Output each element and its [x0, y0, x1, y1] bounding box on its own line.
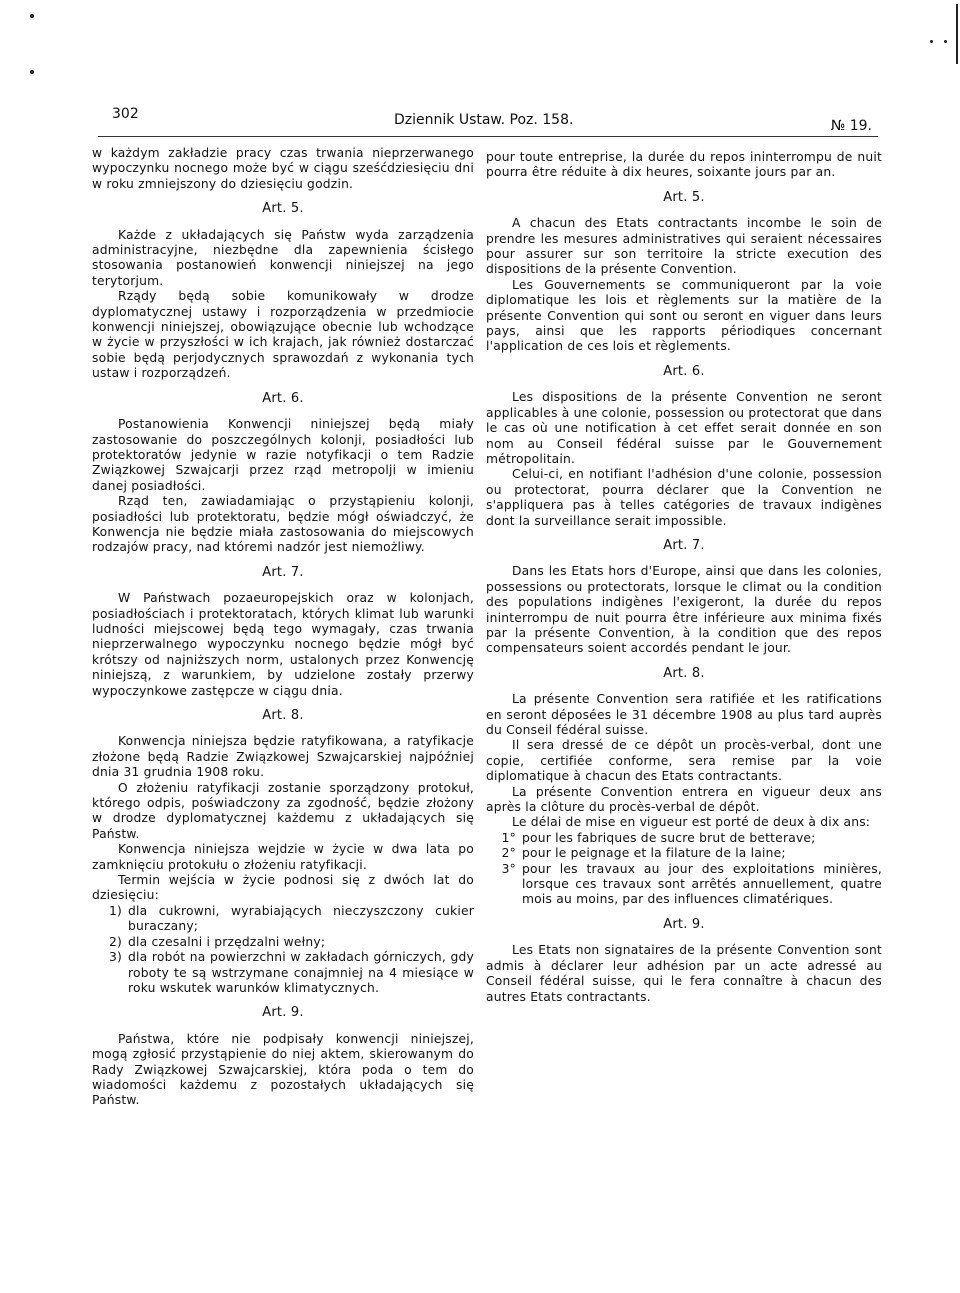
scan-speck — [30, 70, 34, 74]
paragraph: Państwa, które nie podpisały konwencji niniejszej, mogą zgłosić przystąpienie do niej aktem, skierowanym do Rady Związkowej Szwajcarskiej, która poda o tem do wiadomości każdemu z pozostałych układających się Państw. — [92, 1031, 474, 1108]
scan-speck — [930, 40, 933, 43]
paragraph: Każde z układających się Państw wyda zarządzenia administracyjne, niezbędne dla zapewnienia ścisłego stosowania postanowień konwencji niniejszej na jego terytorjum. — [92, 227, 474, 288]
paragraph: W Państwach pozaeuropejskich oraz w kolonjach, posiadłościach i protektoratach, których klimat lub warunki ludności miejscowej będą tego wymagały, czas trwania nieprzerwalnego wypoczynku nocnego będzie mógł być krótszy od najniższych norm, ustalonych przez Konwencję niniejszą, z warunkiem, by udzielone zostały przerwy wypoczynkowe zastępcze w ciągu dnia. — [92, 591, 474, 698]
article-heading: Art. 9. — [663, 916, 705, 932]
numbered-list — [486, 831, 882, 908]
list-number: 3° — [501, 861, 516, 876]
list-item — [486, 831, 882, 846]
list-text: pour les fabriques de sucre brut de betterave; — [522, 830, 816, 845]
list-text: pour le peignage et la filature de la laine; — [522, 846, 786, 861]
issue-number: № 19. — [830, 118, 872, 134]
article-heading: Art. 6. — [663, 363, 705, 379]
list-number: 2) — [108, 934, 122, 949]
paragraph: Les Etats non signataires de la présente Convention sont admis à déclarer leur adhésion par un acte adressé au Conseil fédéral suisse, qui le fera connaître à chacun des autres Etats contractants. — [486, 943, 882, 1004]
paragraph: Il sera dressé de ce dépôt un procès-verbal, dont une copie, certifiée conforme, sera remise par la voie diplomatique à chacun des Etats contractants. — [486, 738, 882, 784]
journal-title: Dziennik Ustaw. Poz. 158. — [394, 112, 574, 128]
article-heading: Art. 5. — [262, 201, 304, 217]
list-item — [92, 935, 474, 950]
paragraph: Postanowienia Konwencji niniejszej będą miały zastosowanie do poszczególnych kolonji, posiadłości lub protektoratów jedynie w razie notyfikacji o tem Radzie Związkowej Szwajcarji przez rząd metropolji w imieniu danej posiadłości. — [92, 417, 474, 493]
article-heading: Art. 9. — [262, 1005, 304, 1021]
list-text: dla robót na powierzchni w zakładach górniczych, gdy roboty te są wstrzymane conajmniej na 4 miesiące w roku wskutek warunków klimatycznych. — [128, 950, 474, 995]
list-item — [92, 950, 474, 996]
paragraph: Rządy będą sobie komunikowały w drodze dyplomatycznej ustawy i rozporządzenia w przedmiocie konwencji niniejszej, obowiązujące obecnie lub wchodzące w życie w przyszłości w ich krajach, jak również dostarczać sobie będą perjodycznych sprawozdań z wykonania tych ustaw i rozporządzeń. — [92, 289, 474, 381]
scan-edge-mark — [956, 4, 958, 64]
list-item — [486, 862, 882, 908]
list-number: 2° — [501, 846, 516, 861]
paragraph: La présente Convention sera ratifiée et les ratifications en seront déposées le 31 décembre 1908 au plus tard auprès du Conseil fédéral suisse. — [486, 692, 882, 737]
article-heading: Art. 7. — [262, 564, 304, 580]
paragraph: Le délai de mise en vigueur est porté de deux à dix ans: — [512, 815, 871, 830]
list-number: 1° — [501, 830, 516, 845]
list-number: 1) — [108, 903, 122, 918]
article-heading: Art. 8. — [663, 665, 705, 681]
paragraph: Dans les Etats hors d'Europe, ainsi que dans les colonies, possessions ou protectorats, lorsque le climat ou la condition des populations indigènes l'exigeront, la durée du repos ininterrompu de nuit pourra être inférieure aux minima fixés par la présente Convention, à la condition que des repos compensateurs soient accordés pendant le jour. — [486, 564, 882, 656]
list-number: 3) — [108, 950, 122, 965]
paragraph: O złożeniu ratyfikacji zostanie sporządzony protokuł, którego odpis, poświadczony za zgodność, będzie złożony w drodze dyplomatycznej każdemu z układających się Państw. — [92, 780, 474, 841]
paragraph: Termin wejścia w życie podnosi się z dwóch lat do dziesięciu: — [92, 873, 474, 903]
paragraph: Rząd ten, zawiadamiając o przystąpieniu kolonji, posiadłości lub protektoratu, będzie mógł oświadczyć, że Konwencja nie będzie miała zastosowania do miejscowych rodzajów pracy, nad któremi nadzór jest niemożliwy. — [92, 494, 474, 555]
paragraph: Konwencja niniejsza wejdzie w życie w dwa lata po zamknięciu protokułu o złożeniu ratyfikacji. — [92, 842, 474, 872]
scan-speck — [944, 40, 947, 43]
list-text: dla czesalni i przędzalni wełny; — [128, 934, 326, 949]
list-item — [486, 846, 882, 861]
paragraph: Konwencja niniejsza będzie ratyfikowana, a ratyfikacje złożone będą Radzie Związkowej Szwajcarskiej najpóźniej dnia 31 grudnia 1908 roku. — [92, 734, 474, 780]
article-heading: Art. 6. — [262, 390, 304, 406]
paragraph: Les dispositions de la présente Convention ne seront applicables à une colonie, possession ou protectorat que dans le cas où une notification à cet effet serait donnée en son nom au Conseil fédéral suisse par le Gouvernement métropolitain. — [486, 390, 882, 466]
article-heading: Art. 8. — [262, 708, 304, 723]
paragraph: Celui-ci, en notifiant l'adhésion d'une colonie, possession ou protectorat, pourra déclarer que la Convention ne s'appliquera pas à telles catégories de travaux indigènes dont la surveillance serait impossible. — [486, 467, 882, 528]
header-rule — [98, 136, 878, 137]
french-column — [486, 150, 882, 1005]
page-header — [112, 106, 878, 134]
list-item — [92, 904, 474, 935]
numbered-list — [92, 904, 474, 996]
paragraph: pour toute entreprise, la durée du repos ininterrompu de nuit pourra être réduite à dix heures, soixante jours par an. — [486, 150, 882, 180]
paragraph: La présente Convention entrera en vigueur deux ans après la clôture du procès-verbal de dépôt. — [486, 784, 882, 815]
paragraph: Les Gouvernements se communiqueront par la voie diplomatique les lois et règlements sur la matière de la présente Convention qui sont ou seront en viguer dans leurs pays, ainsi que les rapports périodiques concernant l'application de ces lois et règlements. — [486, 277, 882, 354]
paragraph: A chacun des Etats contractants incombe le soin de prendre les mesures administratives qui seraient nécessaires pour assurer sur son territoire la stricte execution des dispositions de la présente Convention. — [486, 216, 882, 277]
polish-column — [92, 146, 474, 1109]
article-heading: Art. 7. — [663, 537, 705, 553]
page-number: 302 — [112, 106, 139, 122]
list-text: pour les travaux au jour des exploitations minières, lorsque ces travaux sont arrêtés annuellement, quatre mois au moins, par des influences climatériques. — [522, 861, 882, 907]
scan-speck — [30, 14, 34, 18]
paragraph: w każdym zakładzie pracy czas trwania nieprzerwanego wypoczynku nocnego może być w ciągu sześćdziesięciu dni w roku zmniejszony do dziesięciu godzin. — [92, 146, 474, 191]
article-heading: Art. 5. — [663, 189, 705, 205]
list-text: dla cukrowni, wyrabiających nieczyszczony cukier buraczany; — [128, 903, 474, 934]
